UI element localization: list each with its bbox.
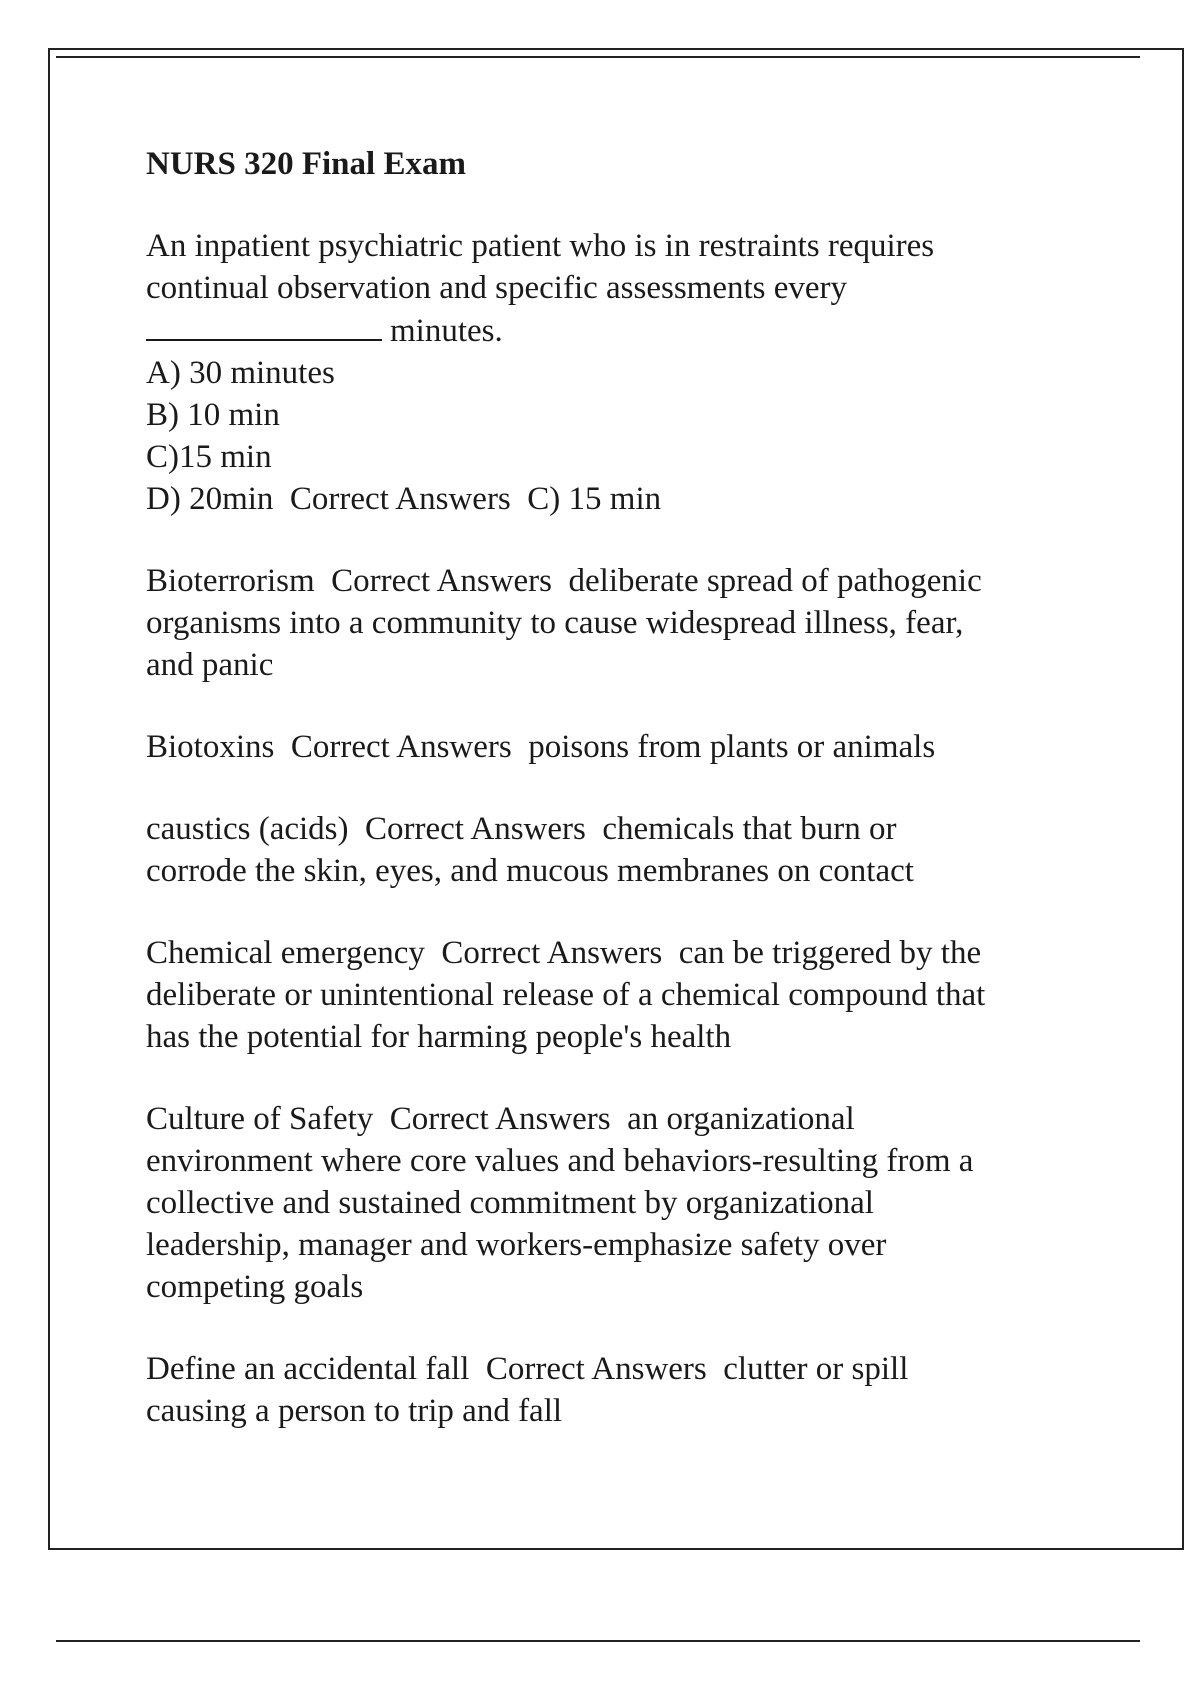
entry-line: Culture of Safety Correct Answers an organizational — [146, 1101, 855, 1137]
entry-line: Chemical emergency Correct Answers can be triggered by the — [146, 935, 982, 971]
document-body — [146, 143, 1086, 1472]
document-title: NURS 320 Final Exam — [146, 146, 466, 182]
entry-caustics — [146, 808, 1086, 892]
header-rule — [56, 56, 1140, 58]
entry-line: collective and sustained commitment by organizational — [146, 1185, 874, 1221]
entry-line: organisms into a community to cause widespread illness, fear, — [146, 605, 964, 641]
question-blank-line — [146, 309, 1086, 352]
entry-line: causing a person to trip and fall — [146, 1393, 563, 1429]
entry-culture-of-safety — [146, 1098, 1086, 1308]
entry-bioterrorism — [146, 560, 1086, 686]
entry-line: Bioterrorism Correct Answers deliberate spread of pathogenic — [146, 563, 982, 599]
entry-line: leadership, manager and workers-emphasize safety over — [146, 1227, 887, 1263]
answer-blank — [146, 309, 382, 341]
entry-line: deliberate or unintentional release of a chemical compound that — [146, 977, 986, 1013]
entry-line: Define an accidental fall Correct Answers clutter or spill — [146, 1351, 909, 1387]
entry-line: and panic — [146, 647, 274, 683]
footer-rule — [56, 1640, 1140, 1642]
option-b: B) 10 min — [146, 397, 280, 433]
entry-line: caustics (acids) Correct Answers chemicals that burn or — [146, 811, 897, 847]
entry-line: environment where core values and behaviors-resulting from a — [146, 1143, 974, 1179]
entry-chemical-emergency — [146, 932, 1086, 1058]
option-c: C)15 min — [146, 439, 272, 475]
entry-accidental-fall — [146, 1348, 1086, 1432]
entry-line: Biotoxins Correct Answers poisons from plants or animals — [146, 729, 936, 765]
option-a: A) 30 minutes — [146, 355, 335, 391]
entry-biotoxins — [146, 726, 1086, 768]
entry-line: has the potential for harming people's health — [146, 1019, 732, 1055]
entry-line: competing goals — [146, 1269, 364, 1305]
question-text-line: An inpatient psychiatric patient who is in restraints requires — [146, 228, 935, 264]
question-text-line: continual observation and specific assessments every — [146, 270, 848, 306]
question-text-suffix: minutes. — [390, 313, 503, 349]
option-d-with-answer: D) 20min Correct Answers C) 15 min — [146, 481, 662, 517]
entry-line: corrode the skin, eyes, and mucous membranes on contact — [146, 853, 914, 889]
question-block — [146, 225, 1086, 520]
